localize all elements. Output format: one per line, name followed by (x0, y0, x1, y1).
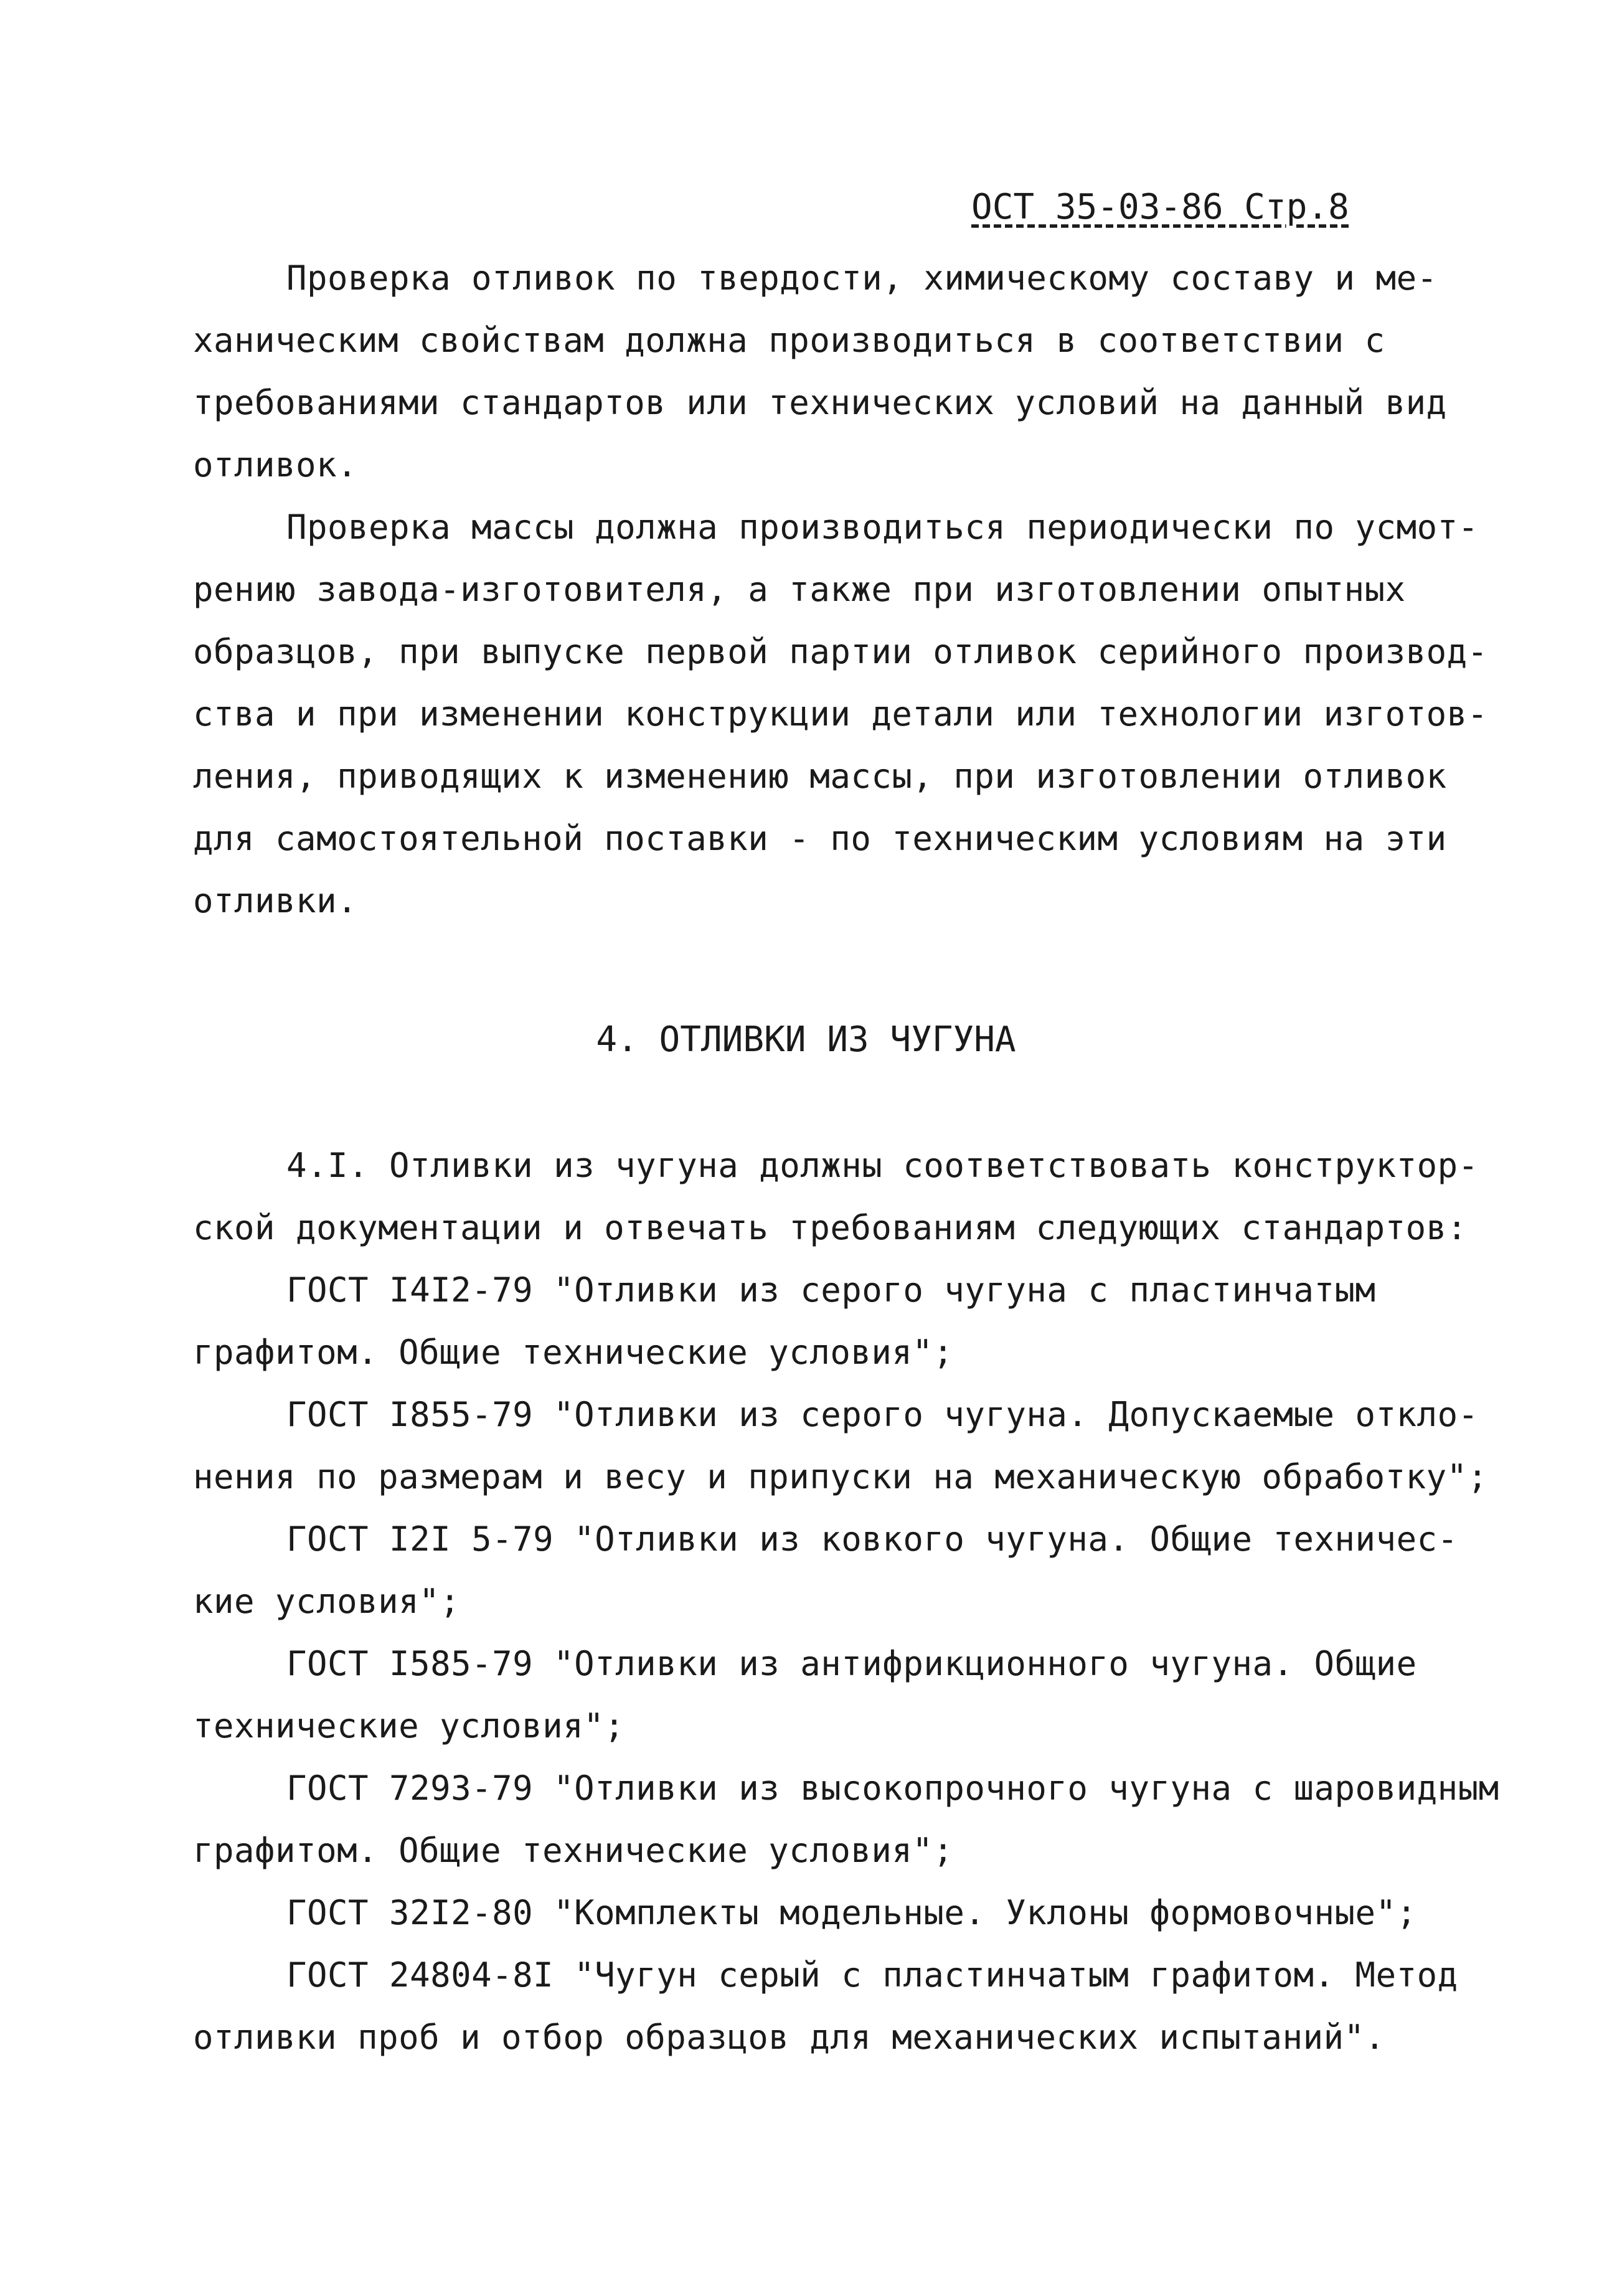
standard-entry: отливки проб и отбор образцов для механических испытаний". (193, 2018, 1385, 2057)
paragraph-line: Проверка массы должна производиться периодически по усмот- (286, 508, 1479, 547)
paragraph-line: 4.I. Отливки из чугуна должны соответствовать конструктор- (286, 1146, 1479, 1185)
paragraph-line: ханическим свойствам должна производиться в соответствии с (193, 321, 1385, 360)
standard-entry: технические условия"; (193, 1706, 625, 1746)
standard-entry: ГОСТ 24804-8I "Чугун серый с пластинчатым графитом. Метод (286, 1955, 1458, 1995)
standard-entry: графитом. Общие технические условия"; (193, 1831, 954, 1870)
paragraph-line: для самостоятельной поставки - по техническим условиям на эти (193, 819, 1447, 858)
paragraph-line: рению завода-изготовителя, а также при изготовлении опытных (193, 570, 1406, 609)
standard-entry: нения по размерам и весу и припуски на механическую обработку"; (193, 1457, 1488, 1496)
paragraph-line: ской документации и отвечать требованиям следующих стандартов: (193, 1208, 1468, 1247)
paragraph-line: ления, приводящих к изменению массы, при изготовлении отливок (193, 757, 1447, 796)
standard-entry: ГОСТ I4I2-79 "Отливки из серого чугуна с пластинчатым (286, 1270, 1376, 1310)
standard-entry: ГОСТ 7293-79 "Отливки из высокопрочного чугуна с шаровидным (286, 1769, 1499, 1808)
paragraph-line: отливки. (193, 881, 358, 920)
standard-entry: кие условия"; (193, 1582, 461, 1621)
paragraph-line: образцов, при выпуске первой партии отливок серийного производ- (193, 632, 1488, 671)
paragraph-line: Проверка отливок по твердости, химическому составу и ме- (286, 258, 1438, 298)
standard-entry: ГОСТ 32I2-80 "Комплекты модельные. Уклоны формовочные"; (286, 1893, 1417, 1932)
document-reference: ОСТ 35-03-86 Стр.8 (971, 187, 1349, 227)
standard-entry: ГОСТ I585-79 "Отливки из антифрикционного чугуна. Общие (286, 1644, 1417, 1683)
standard-entry: графитом. Общие технические условия"; (193, 1333, 954, 1372)
section-heading: 4. ОТЛИВКИ ИЗ ЧУГУНА (596, 1019, 1016, 1060)
standard-entry: ГОСТ I855-79 "Отливки из серого чугуна. Допускаемые откло- (286, 1395, 1479, 1434)
paragraph-line: требованиями стандартов или технических условий на данный вид (193, 383, 1447, 422)
standard-entry: ГОСТ I2I 5-79 "Отливки из ковкого чугуна. Общие техничес- (286, 1519, 1458, 1559)
paragraph-line: отливок. (193, 445, 358, 484)
paragraph-line: ства и при изменении конструкции детали или технологии изготов- (193, 694, 1488, 734)
